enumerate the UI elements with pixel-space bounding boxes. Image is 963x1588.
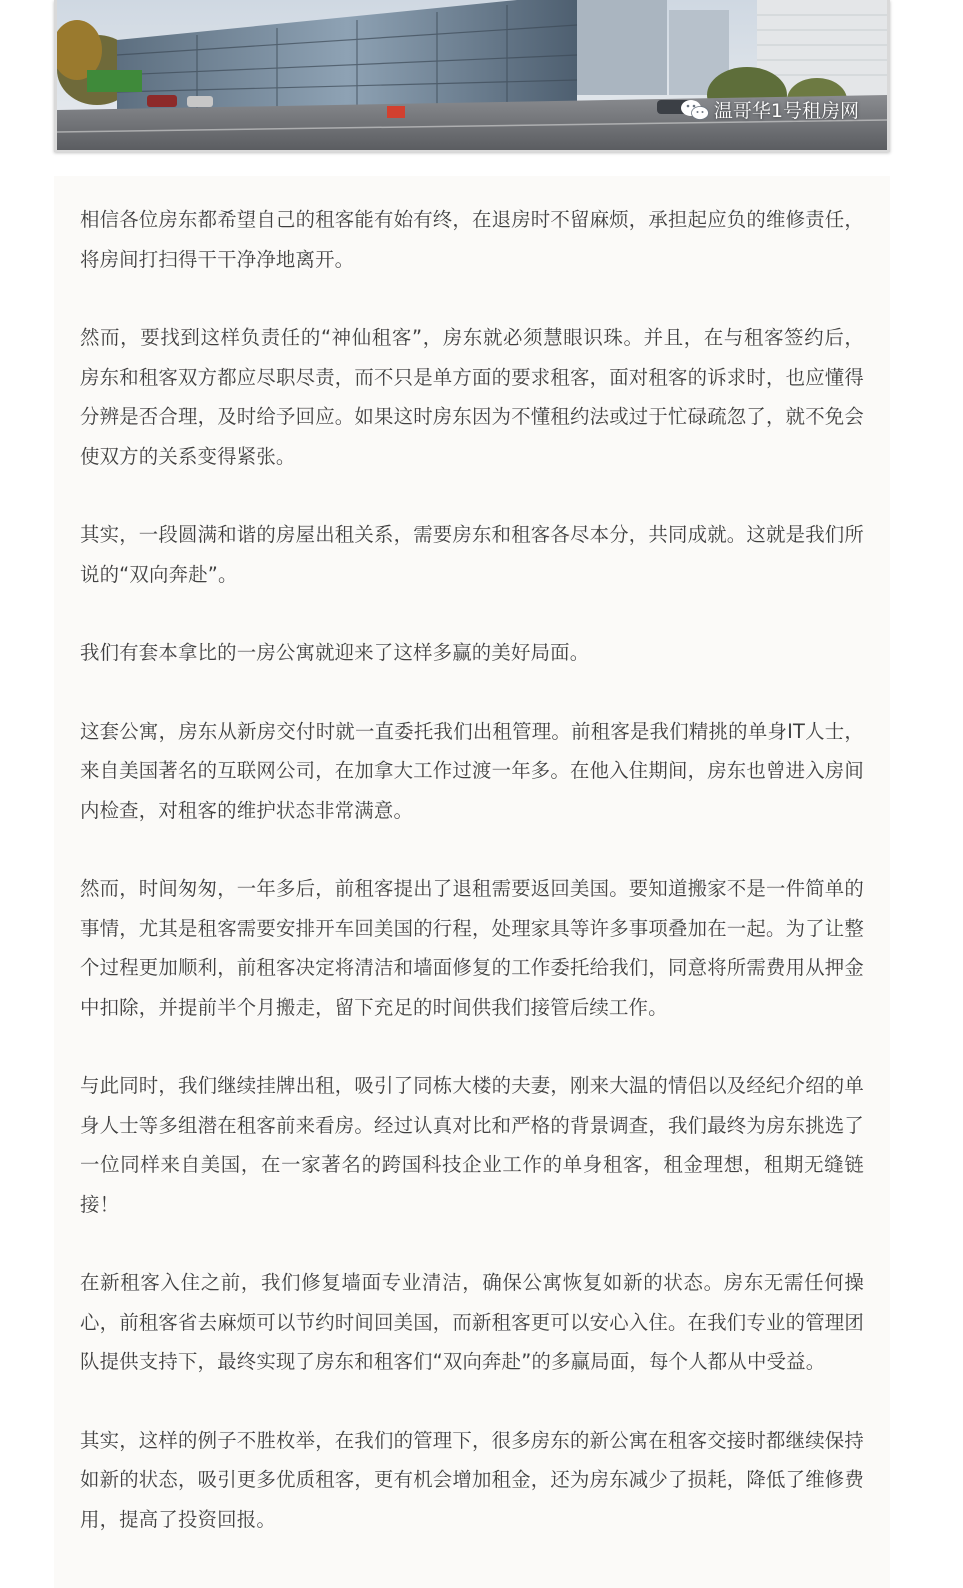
paragraph: 在新租客入住之前，我们修复墙面专业清洁，确保公寓恢复如新的状态。房东无需任何操心，前租客省去麻烦可以节约时间回美国，而新租客更可以安心入住。在我们专业的管理团队提供支持下，最终实现了房东和租客们“双向奔赴”的多赢局面，每个人都从中受益。 bbox=[80, 1271, 864, 1373]
paragraph: 我们有套本拿比的一房公寓就迎来了这样多赢的美好局面。 bbox=[80, 641, 590, 664]
article-body bbox=[54, 176, 890, 1588]
paragraph: 然而，时间匆匆，一年多后，前租客提出了退租需要返回美国。要知道搬家不是一件简单的事情，尤其是租客需要安排开车回美国的行程，处理家具等许多事项叠加在一起。为了让整个过程更加顺利，前租客决定将清洁和墙面修复的工作委托给我们，同意将所需费用从押金中扣除，并提前半个月搬走，留下充足的时间供我们接管后续工作。 bbox=[80, 877, 864, 1019]
watermark bbox=[680, 96, 859, 123]
wechat-icon bbox=[680, 98, 710, 122]
paragraph: 相信各位房东都希望自己的租客能有始有终，在退房时不留麻烦，承担起应负的维修责任，将房间打扫得干干净净地离开。 bbox=[80, 208, 864, 271]
paragraph: 与此同时，我们继续挂牌出租，吸引了同栋大楼的夫妻，刚来大温的情侣以及经纪介绍的单身人士等多组潜在租客前来看房。经过认真对比和严格的背景调查，我们最终为房东挑选了一位同样来自美国，在一家著名的跨国科技企业工作的单身租客，租金理想，租期无缝链接！ bbox=[80, 1074, 864, 1216]
paragraph: 这套公寓，房东从新房交付时就一直委托我们出租管理。前租客是我们精挑的单身IT人士，来自美国著名的互联网公司，在加拿大工作过渡一年多。在他入住期间，房东也曾进入房间内检查，对租客的维护状态非常满意。 bbox=[80, 719, 864, 822]
paragraph: 其实，这样的例子不胜枚举，在我们的管理下，很多房东的新公寓在租客交接时都继续保持如新的状态，吸引更多优质租客，更有机会增加租金，还为房东减少了损耗，降低了维修费用，提高了投资回报。 bbox=[80, 1428, 864, 1531]
paragraph: 然而，要找到这样负责任的“神仙租客”，房东就必须慧眼识珠。并且，在与租客签约后，房东和租客双方都应尽职尽责，而不只是单方面的要求租客，面对租客的诉求时，也应懂得分辨是否合理，及时给予回应。如果这时房东因为不懂租约法或过于忙碌疏忽了，就不免会使双方的关系变得紧张。 bbox=[80, 326, 864, 468]
watermark-label: 温哥华1号租房网 bbox=[713, 100, 859, 122]
hero-image bbox=[54, 0, 890, 152]
hero-photo bbox=[57, 0, 887, 150]
paragraph: 其实，一段圆满和谐的房屋出租关系，需要房东和租客各尽本分，共同成就。这就是我们所说的“双向奔赴”。 bbox=[80, 523, 864, 586]
